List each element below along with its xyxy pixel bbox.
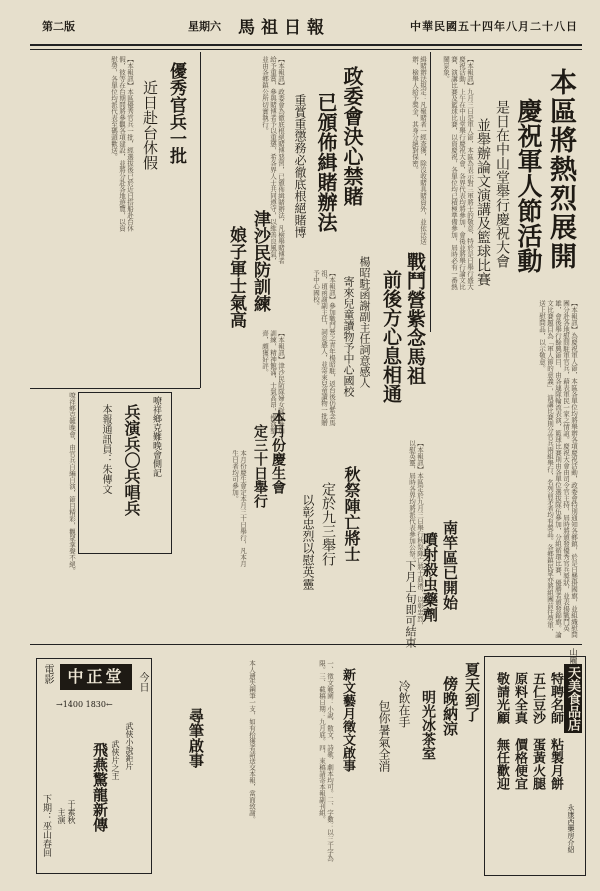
article-4-body: 【本報訊】參加戰鬥營之青年楊昭駐，返台後仍紫念馬祖，頃函謝副主任，詞意感人，並寄來兒童讀物一批贈予中心國校。 [312, 270, 336, 426]
cinema-star: 武俠片之王 [111, 740, 120, 780]
summer-ad-title: 夏天到了 [463, 662, 481, 722]
cinema-name: 中正堂 [60, 664, 132, 690]
bakery-line-5: 原料全真 [512, 672, 527, 724]
column-rule [430, 52, 431, 332]
article-7-body: 【本報訊】本區定於九月三日舉行秋祭陣亡將士典禮，以彰忠烈，以慰英靈，屆時各界均將派代表參加公祭。 [408, 440, 424, 629]
masthead-date: 中華民國五十四年八月二十八日 [410, 20, 578, 33]
bakery-line-1: 特聘名師 [548, 672, 563, 724]
article-7-headline-2: 定於九三舉行 [320, 482, 336, 566]
section-rule [30, 388, 200, 389]
summer-ad-line-1: 冷飲在手 [397, 680, 411, 728]
article-8-headline-2: 噴射殺虫藥劑 [421, 532, 439, 622]
summer-ad-shop: 明光冰茶室 [420, 690, 436, 760]
article-3-body: 【本報訊】本區優秀官兵一批，經選拔後已於近日搭船赴台休假，彼等在台期間將參觀各項建設，並將分赴各地遊覽，以資慰勞，各單位均派代表至碼頭歡送。 [110, 56, 134, 232]
summer-ad-title-2: 傍晚納涼 [441, 676, 459, 736]
article-6-body: 本月份慶生會定本月三十日舉行，凡本月生日者均可參加。 [231, 450, 247, 567]
cinema-genre: 武俠小說鉅片 [125, 722, 134, 770]
article-1-body: 【本報訊】九月三日是軍人節，本區為表示對三軍將士的敬意，特於是日舉行盛大慶祝活動，上午在中山堂舉行慶祝大會，各界代表均將參加，會後並將舉行論文比賽、演講比賽及籃球比賽，以資慶祝，各單位均已積極準備參加，屆時必有一番熱鬧景象。 [442, 56, 474, 290]
feature-title: 新文藝月徵文啟事 [340, 668, 355, 772]
cinema-times: →1400 1830← [56, 700, 113, 709]
article-1-subhead-1: 是日在中山堂舉行慶祝大會 [494, 100, 510, 268]
article-8-headline: 南竿區已開始 [441, 520, 459, 610]
article-4-headline-2: 前後方心息相通 [380, 270, 402, 403]
article-4-subhead-1: 楊昭駐函謝副主任詞意感人 [358, 256, 371, 388]
article-2-body-2: 緝賭辦法規定：凡聚賭者一經查獲，除沒收賭具賭資外，並依法送辦，檢舉人給予獎金，其身分絕對保密。 [411, 56, 427, 245]
cinema-cast: 于素秋 [67, 800, 76, 824]
summer-ad-line-2: 包你暑氣全消 [377, 700, 391, 772]
article-1-headline-2: 慶祝軍人節活動 [514, 98, 543, 273]
poem-title: 兵演兵〇兵唱兵 [122, 404, 141, 516]
bakery-area: 山隴 [569, 648, 578, 664]
cinema-label: 電影 [42, 664, 53, 684]
bakery-line-7: 敬請光顧 [494, 672, 509, 724]
article-5-headline-2: 娘子軍士氣高 [226, 226, 246, 328]
masthead-weekday: 星期六 [188, 20, 221, 33]
article-7-subhead: 以彰忠烈以慰英靈 [301, 494, 315, 590]
article-5-body: 【本報訊】津沙民防隊婦女隊員參加訓練，精神飽滿，士氣高昂，操演整齊，頗獲好評。 [261, 330, 285, 434]
bakery-line-6: 價格便宜 [512, 738, 527, 790]
article-3-headline-2: 近日赴台休假 [141, 80, 159, 170]
bakery-line-4: 蛋黃火腿 [530, 738, 545, 790]
poem-body: 嘹祥鄉克難晚會，由官兵自編自演，節目精彩，觀眾掌聲不絕。 [68, 392, 76, 574]
poem-byline: 本報通訊員：朱傳文 [100, 404, 111, 494]
column-rule [200, 52, 201, 388]
article-6-headline-2: 定三十日舉行 [252, 424, 268, 508]
cinema-film-title: 飛燕驚龍新傳 [91, 742, 109, 832]
bakery-shop-name: 天美食品店 [565, 666, 580, 731]
recruit-body: 本人遺失鋼筆一支，如有拾獲者請送交本報，當面致謝。 [248, 660, 256, 823]
bakery-line-3: 五仁豆沙 [530, 672, 545, 724]
article-1-body-2: 【本報訊】為慶祝軍人節，本區各單位均將舉辦各項慶祝活動，政委會特別通知各鄉鎮，於是日懸掛國旗，並組織慰問團分赴各地慰問駐軍官兵，藉表軍民一家之情誼。慶祝大會由司令官主持，屆時將頒發優秀官兵獎狀，並表揚戰鬥英雄，會後舉行餘興節目，由各連隊輪流表演，籃球比賽則由各單位選拔隊伍參加，分組循環比賽，優勝者頒發錦旗。論文比賽題目為「軍人節的意義」，演講比賽則分官兵兩組舉行，名列前茅者均有獎品。各鄉鎮民眾亦將組團前往勞軍，送上慰問品，以示敬意。 [538, 300, 578, 638]
cinema-next: 下期：巫山春回 [41, 794, 51, 857]
article-5-headline: 津沙民防訓練 [250, 210, 270, 312]
poem-tag: 嘹祥鄉克難晚會側記 [151, 396, 161, 477]
bakery-note: 永康西藥房介紹 [567, 804, 575, 853]
article-4-headline: 戰鬥營紫念馬祖 [404, 252, 426, 385]
article-1-subhead-2: 並舉辦論文演講及籃球比賽 [475, 118, 491, 286]
article-8-subhead: 下月上旬即可結束 [404, 560, 417, 648]
article-6-headline: 本月份慶生會 [270, 410, 286, 494]
section-rule [30, 644, 582, 645]
masthead-page-number: 第二版 [42, 20, 75, 33]
bakery-line-8: 無任歡迎 [494, 738, 509, 790]
article-2-subhead: 重賞重懲務必徹底根絕賭博 [293, 94, 307, 238]
cinema-cast-role: 主演 [57, 808, 66, 824]
article-7-headline: 秋祭陣亡將士 [342, 466, 361, 562]
article-2-body: 【本報訊】政委會為徹底根絕賭博惡習，已頒佈緝賭辦法，凡檢舉賭博者給予重賞，參與賭博者予以重懲，希各界人士共同遵守，以維善良風氣，並由各鄉鎮公所切實執行。 [261, 56, 285, 264]
cinema-today: 今日 [137, 672, 148, 692]
bakery-line-2: 粘製月餅 [548, 738, 563, 790]
article-4-subhead-2: 寄來兒童讀物予中心國校 [342, 276, 355, 397]
masthead-rule [30, 44, 582, 50]
article-1-headline: 本區將熱烈展開 [545, 68, 576, 271]
article-2-headline-2: 已頒佈緝賭辦法 [314, 92, 338, 232]
recruit-title: 尋筆啟事 [187, 708, 205, 768]
feature-body: 一、徵文範圍：小說、散文、詩歌、劇本均可。二、字數：以三千字為限。三、截稿日期：九月底。四、來稿請寄本報副刊組。 [318, 660, 334, 862]
article-2-headline: 政委會決心禁賭 [340, 66, 364, 206]
masthead-paper-name: 馬祖日報 [238, 18, 330, 38]
article-3-headline: 優秀官兵一批 [166, 62, 186, 164]
